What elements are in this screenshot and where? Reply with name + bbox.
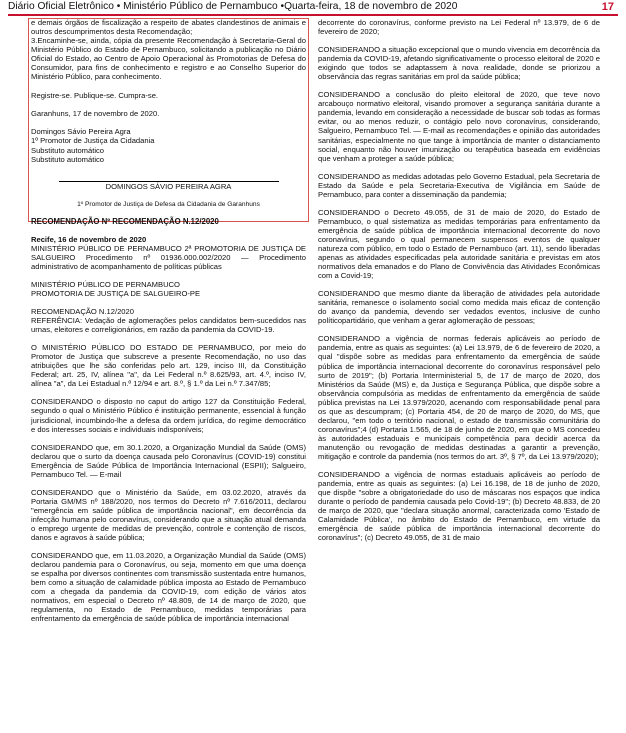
box-paragraph-3: Registre-se. Publique-se. Cumpra-se. [31,91,159,101]
page-number: 17 [601,1,614,13]
box-paragraph-4: Garanhuns, 17 de novembro de 2020. [31,109,160,119]
paragraph-considerando-1: CONSIDERANDO o disposto no caput do artigo 127 da Constituição Federal, segundo o qual o Ministério Público é instituição permanente, essencial à função jurisdicional, incumbindo-lhe a defesa da ordem jurídica, do regime democrático e dos interesses sociais e individuais indisponíveis; [31,397,306,434]
signer-substitute-2: Substituto automático [31,154,105,164]
left-column [31,18,306,632]
right-paragraph-6: CONSIDERANDO que mesmo diante da liberação de atividades pela autoridade sanitária, remanesce o isolamento social como medida mais eficaz de contenção do avanço da pandemia, devendo ser vedados eventos, inclusive de cunho políticopartidário, que venham a gerar aglomeração de pessoas; [318,289,600,326]
recommendation-intro: MINISTÉRIO PÚBLICO DE PERNAMBUCO 2ª PROMOTORIA DE JUSTIÇA DE SALGUEIRO Procedimento nº 01936.000.002/2020 — Procedimento administrativo de acompanhamento de políticas públicas [31,243,306,271]
signature-name: DOMINGOS SÁVIO PEREIRA AGRA [105,181,232,191]
header-divider [8,14,618,16]
recommendation-date: Recife, 16 de novembro de 2020 [31,234,147,244]
signer-name: Domingos Sávio Pereira Agra [31,127,131,137]
recommendation-title: RECOMENDAÇÃO Nº RECOMENDAÇÃO N.12/2020 [31,216,219,226]
paragraph-considerando-4: CONSIDERANDO que, em 11.03.2020, a Organização Mundial da Saúde (OMS) declarou pandemia para o Coronavírus, ou seja, momento em que uma doença se espalha por diversos continentes com transmissão sustentada entre humanos, bem como a situação de calamidade pública imposta ao Estado de Pernambuco com a chegada da pandemia da COVID-19, com edição de vários atos normativos, em especial o Decreto nº 48.809, de 14 de março de 2020, que regulamenta, no Estado de Pernambuco, medidas temporárias para enfrentamento da emergência de saúde pública de importância internacional [31,551,306,624]
paragraph-mp: O MINISTÉRIO PÚBLICO DO ESTADO DE PERNAMBUCO, por meio do Promotor de Justiça que subscreve a presente Recomendação, no uso das atribuições que lhe são conferidas pelo art. 129, inciso III, da Constituição Federal; art. 25, IV, alínea "a", da Lei Federal n.º 8.625/93, art. 4.º, inciso IV, alínea "a", da Lei Estadual n.º 12/94 e art. 8.º, § 1.º da Lei n.º 7.347/85; [31,343,306,389]
right-paragraph-2: CONSIDERANDO a situação excepcional que o mundo vivencia em decorrência da pandemia da COVID-19, afetando significativamente o processo eleitoral de 2020 e exigindo que todos se adaptassem à nova realidade, donde se priorizou a observância das regras sanitárias em prol da saúde pública; [318,45,600,82]
right-paragraph-5: CONSIDERANDO o Decreto 49.055, de 31 de maio de 2020, do Estado de Pernambuco, o qual sistematiza as medidas temporárias para enfrentamento da emergência de saúde pública de importância internacional decorrente do novo coronavírus, segundo o qual permanecem suspensos eventos de qualquer natureza com público, em todo o Estado de Pernambuco (art. 11), sendo liberadas apenas as atividades especificadas pela autoridade sanitária e previstas em atos normativos dela emanados e do Plano de Convivência das Atividades Econômicas com a Covid-19; [318,207,600,281]
right-paragraph-8: CONSIDERANDO a vigência de normas estaduais aplicáveis ao período de pandemia, entre as quais as seguintes: (a) Lei 16.198, de 18 de junho de 2020, que dispõe "sobre a obrigatoriedade do uso de máscaras nos espaços que indica durante o período de pandemia causada pelo Covid-19"; (b) Decreto 48.833, de 20 de março de 2020, que "declara situação anormal, caracterizada como 'Estado de Calamidade Pública', no âmbito do Estado de Pernambuco, em virtude da emergência de saúde pública de importância internacional decorrente do coronavírus"; (c) Decreto 49.055, de 31 de maio [318,470,600,543]
right-column [318,18,600,551]
paragraph-considerando-2: CONSIDERANDO que, em 30.1.2020, a Organização Mundial da Saúde (OMS) declarou que o surto da doença causada pelo Coronavírus (COVID-19) constitui Emergência de Saúde Pública de Importância Internacional (ESPII); Salgueiro, Pernambuco Tel. — E-mail [31,442,306,479]
box-paragraph-1: e demais órgãos de fiscalização a respeito de abates clandestinos de animais e outros descumprimentos desta Recomendação; [31,18,306,37]
signer-role: 1º Promotor de Justiça da Cidadania [31,136,155,146]
right-paragraph-3: CONSIDERANDO a conclusão do pleito eleitoral de 2020, que teve novo arcabouço normativo eleitoral, visando promover a segurança sanitária durante a pandemia, levando em consideração a necessidade de buscar sob todas as formas evitar, ou ao menos reduzir, o contágio pelo novo coronavírus, considerando, Salgueiro, Pernambuco Tel. — E-mail as recomendações e opinião das autoridades sanitárias, especialmente no que tange à importância de manter o distanciamento social, enquanto não houver imunização ou terapêutica baseada em evidências que venham a proteger a saúde pública; [318,90,600,163]
header-title: Diário Oficial Eletrônico • Ministério Público de Pernambuco •Quarta-feira, 18 de novembro de 2020 [8,1,458,12]
reference-paragraph: REFERÊNCIA: Vedação de aglomerações pelos candidatos bem-sucedidos nas urnas, eleitores e correligionários, em razão da pandemia da COVID-19. [31,316,306,335]
mppe-line-2: PROMOTORIA DE JUSTIÇA DE SALGUEIRO-PE [31,288,201,298]
signature-role: 1º Promotor de Justiça de Defesa da Cidadania de Garanhuns [77,200,260,208]
paragraph-considerando-3: CONSIDERANDO que o Ministério da Saúde, em 03.02.2020, através da Portaria GM/MS nº 188/2020, nos termos do Decreto nº 7.616/2011, declarou "emergência em saúde pública de importância nacional", em decorrência da infecção humana pelo coronavírus, considerando que a situação atual demanda o emprego urgente de medidas de prevenção, controle e contenção de riscos, danos e agravos à saúde pública; [31,487,306,543]
box-paragraph-2: 3.Encaminhe-se, ainda, cópia da presente Recomendação à Secretaria-Geral do Ministério Público do Estado de Pernambuco, solicitando a publicação no Diário Oficial do Estado, ao Centro de Apoio Operacional às Promotorias de Defesa do Consumidor, para fins de conhecimento e registro e ao Conselho Superior do Ministério Público, para conhecimento. [31,36,306,82]
right-paragraph-4: CONSIDERANDO as medidas adotadas pelo Governo Estadual, pela Secretaria de Estado da Saúde e pela Secretaria-Executiva de Vigilância em Saúde de Pernambuco, para conter a disseminação da pandemia; [318,171,600,199]
page-header [0,0,626,14]
recommendation-number: RECOMENDAÇÃO N.12/2020 [31,307,134,317]
signer-substitute-1: Substituto automático [31,145,105,155]
right-paragraph-7: CONSIDERANDO a vigência de normas federais aplicáveis ao período de pandemia, entre as quais as seguintes: (a) Lei 13.979, de 6 de fevereiro de 2020, a qual "dispõe sobre as medidas para enfrentamento da emergência de saúde pública de importância internacional decorrente do coronavírus responsável pelo surto de 2019"; (b) Portaria Interministerial 5, de 17 de março de 2020, dos Ministérios da Saúde (MS) e, da Justiça e Segurança Pública, que dispõe sobre a observância compulsória as medidas de enfrentamento da emergência de saúde pública previstas na Lei 13.979/2020, acenando com responsabilidade penal para os que as descumpram; (c) Portaria 454, de 20 de março de 2020, do MS, que declarou, "em todo o território nacional, o estado de transmissão comunitária do coronavírus";4 (d) Portaria 1.565, de 18 de junho de 2020, em que o MS concedeu às autoridades estaduais e municipais competência para decidir acerca da manutenção ou revogação de medidas destinadas a garantir a prevenção, mitigação e controle da pandemia (nos termos do art. 3º, § 7º, da Lei 13.979/2020); [318,334,600,461]
right-paragraph-1: decorrente do coronavírus, conforme previsto na Lei Federal nº 13.979, de 6 de fevereiro de 2020; [318,18,600,37]
mppe-line-1: MINISTÉRIO PÚBLICO DE PERNAMBUCO [31,279,180,289]
